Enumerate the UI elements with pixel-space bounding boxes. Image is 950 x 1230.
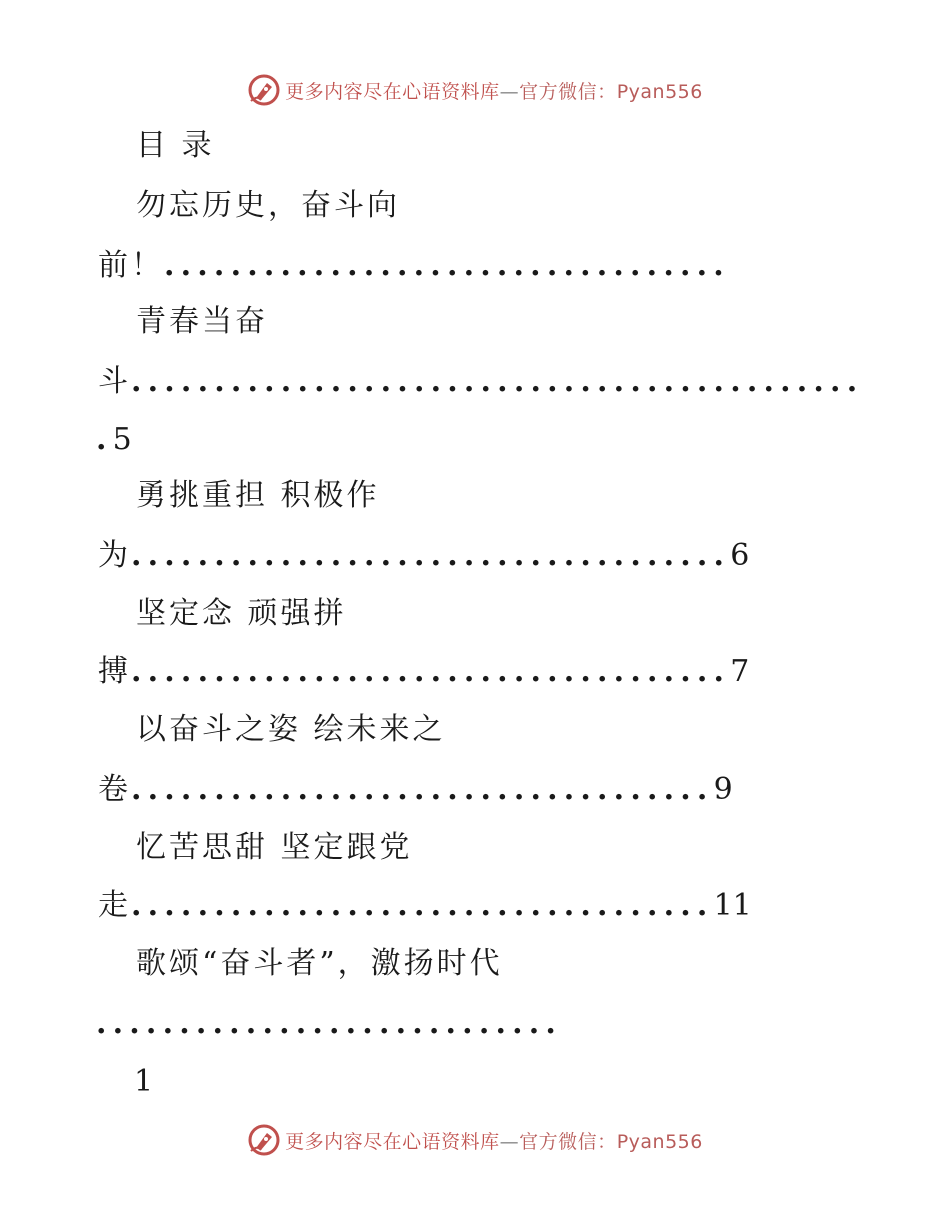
header-watermark-banner [0,70,950,110]
toc-entry-leader: 搏....................................7 [98,654,750,689]
toc-entry-title: 勿忘历史，奋斗向 [136,188,400,223]
dot-leader: .................................... [131,538,731,573]
toc-entry-leader: 前！.................................. [98,248,730,283]
toc-entry-leader: 走...................................11 [98,888,752,923]
footer-watermark-banner [0,1120,950,1160]
toc-entry-title: 坚定念 顽强拼 [136,596,347,631]
toc-entry-leader: 斗............................................ [98,364,864,399]
toc-entry-title: 歌颂“奋斗者”，激扬时代 [136,946,503,981]
toc-heading: 目 录 [136,128,215,163]
dot-leader: ............................ [96,1006,563,1041]
dot-leader: ............................................ [131,364,864,399]
toc-entry-title: 勇挑重担 积极作 [136,478,380,513]
pen-nib-logo-icon [247,73,281,107]
toc-entry-page: 9 [713,772,733,807]
dot-leader: ................................... [131,888,714,923]
dot-leader: .................................... [131,654,731,689]
toc-entry-page: 6 [730,538,750,573]
dot-leader: .................................. [164,248,730,283]
banner-text: 更多内容尽在心语资料库—官方微信：Pyan556 [285,1130,703,1153]
toc-entry-leader [96,1004,562,1044]
toc-entry-page: .5 [96,422,132,457]
page-number: 1 [134,1064,157,1099]
toc-entry-page: 7 [730,654,750,689]
toc-entry-leader: 为....................................6 [98,538,750,573]
dot-leader: ................................... [131,772,714,807]
toc-entry-title: 以奋斗之姿 绘未来之 [136,712,446,747]
toc-entry-leader: 卷...................................9 [98,772,733,807]
toc-entry-title: 忆苦思甜 坚定跟党 [136,830,413,865]
pen-nib-logo-icon [247,1123,281,1157]
toc-entry-page: 11 [713,888,752,923]
toc-entry-title: 青春当奋 [136,304,268,339]
banner-text: 更多内容尽在心语资料库—官方微信：Pyan556 [285,80,703,103]
